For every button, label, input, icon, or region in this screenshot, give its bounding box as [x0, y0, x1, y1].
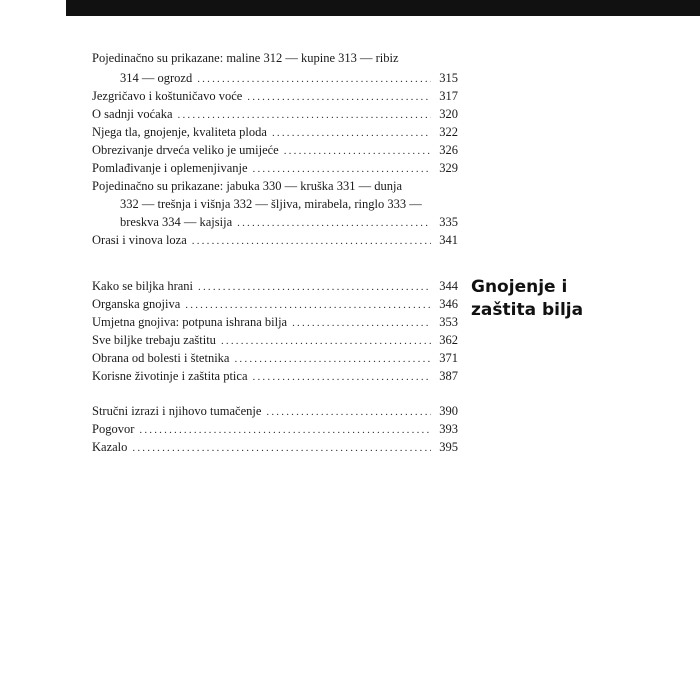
- leader-dots: [221, 332, 431, 350]
- leader-dots: [198, 278, 431, 296]
- toc-entry: [92, 141, 458, 159]
- toc-entry-title: breskva 334 — kajsija: [120, 215, 233, 229]
- toc-entry-page: 390: [439, 404, 458, 418]
- toc-entry: [92, 295, 458, 313]
- toc-entry-title: Stručni izrazi i njihovo tumačenje: [92, 404, 262, 418]
- toc-entry-title: Sve biljke trebaju zaštitu: [92, 333, 216, 347]
- toc-entry: [92, 367, 458, 385]
- toc-entry-page: 371: [439, 351, 458, 365]
- toc-entry-title: Kako se biljka hrani: [92, 279, 194, 293]
- leader-dots: [253, 368, 431, 386]
- leader-dots: [253, 160, 431, 178]
- leader-dots: [197, 70, 431, 88]
- toc-entry: [92, 49, 430, 67]
- toc-entry: [120, 213, 458, 231]
- toc-entry: [92, 420, 458, 438]
- toc-entry-page: 317: [439, 89, 458, 103]
- toc-entry-title: Pomlađivanje i oplemenjivanje: [92, 161, 248, 175]
- toc-entry-title: Umjetna gnojiva: potpuna ishrana bilja: [92, 315, 288, 329]
- toc-entry: [92, 402, 458, 420]
- leader-dots: [178, 106, 431, 124]
- leader-dots: [272, 124, 431, 142]
- toc-entry: [92, 277, 458, 295]
- toc-entry-page: 315: [439, 71, 458, 85]
- toc-entry-title: 332 — trešnja i višnja 332 — šljiva, mirabela, ringlo 333 —: [120, 197, 422, 211]
- toc-entry-page: 329: [439, 161, 458, 175]
- toc-entry: [92, 331, 458, 349]
- toc-entry-page: 362: [439, 333, 458, 347]
- toc-entry: [92, 313, 458, 331]
- leader-dots: [139, 421, 431, 439]
- toc-entry: [120, 69, 458, 87]
- toc-entry: [92, 105, 458, 123]
- toc-entry-page: 320: [439, 107, 458, 121]
- section-heading: [471, 276, 601, 322]
- toc-entry: [92, 349, 458, 367]
- toc-entry-title: Pojedinačno su prikazane: jabuka 330 — kruška 331 — dunja: [92, 179, 402, 193]
- leader-dots: [292, 314, 431, 332]
- toc-entry-page: 353: [439, 315, 458, 329]
- toc-entry: [92, 231, 458, 249]
- toc-entry-page: 341: [439, 233, 458, 247]
- toc-entry: [92, 159, 458, 177]
- leader-dots: [234, 350, 431, 368]
- toc-entry-page: 346: [439, 297, 458, 311]
- toc-entry-title: O sadnji voćaka: [92, 107, 173, 121]
- leader-dots: [247, 88, 431, 106]
- leader-dots: [185, 296, 431, 314]
- toc-entry-page: 335: [439, 215, 458, 229]
- toc-entry-page: 395: [439, 440, 458, 454]
- toc-entry-title: Korisne životinje i zaštita ptica: [92, 369, 248, 383]
- toc-entry-title: Kazalo: [92, 440, 128, 454]
- toc-entry-title: Obrana od bolesti i štetnika: [92, 351, 230, 365]
- leader-dots: [132, 439, 431, 457]
- toc-entry: [92, 87, 458, 105]
- leader-dots: [192, 232, 431, 250]
- toc-entry-title: 314 — ogrozd: [120, 71, 193, 85]
- toc-entry-page: 326: [439, 143, 458, 157]
- toc-entry-page: 344: [439, 279, 458, 293]
- toc-entry-title: Jezgričavo i koštuničavo voće: [92, 89, 243, 103]
- toc-entry: [120, 195, 458, 213]
- toc-entry-title: Orasi i vinova loza: [92, 233, 187, 247]
- toc-entry-title: Pojedinačno su prikazane: maline 312 — kupine 313 — ribiz: [92, 51, 399, 65]
- toc-entry-title: Njega tla, gnojenje, kvaliteta ploda: [92, 125, 267, 139]
- toc-entry: [92, 177, 430, 195]
- section-heading-line1: Gnojenje i: [471, 277, 568, 297]
- toc-entry: [92, 123, 458, 141]
- toc-entry-title: Organska gnojiva: [92, 297, 181, 311]
- toc-entry-page: 393: [439, 422, 458, 436]
- toc-entry-page: 322: [439, 125, 458, 139]
- toc-entry-title: Pogovor: [92, 422, 135, 436]
- leader-dots: [284, 142, 431, 160]
- leader-dots: [237, 214, 431, 232]
- leader-dots: [266, 403, 431, 421]
- section-heading-line2: zaštita bilja: [471, 300, 584, 320]
- toc-entry: [92, 438, 458, 456]
- toc-entry-page: 387: [439, 369, 458, 383]
- toc-entry-title: Obrezivanje drveća veliko je umijeće: [92, 143, 279, 157]
